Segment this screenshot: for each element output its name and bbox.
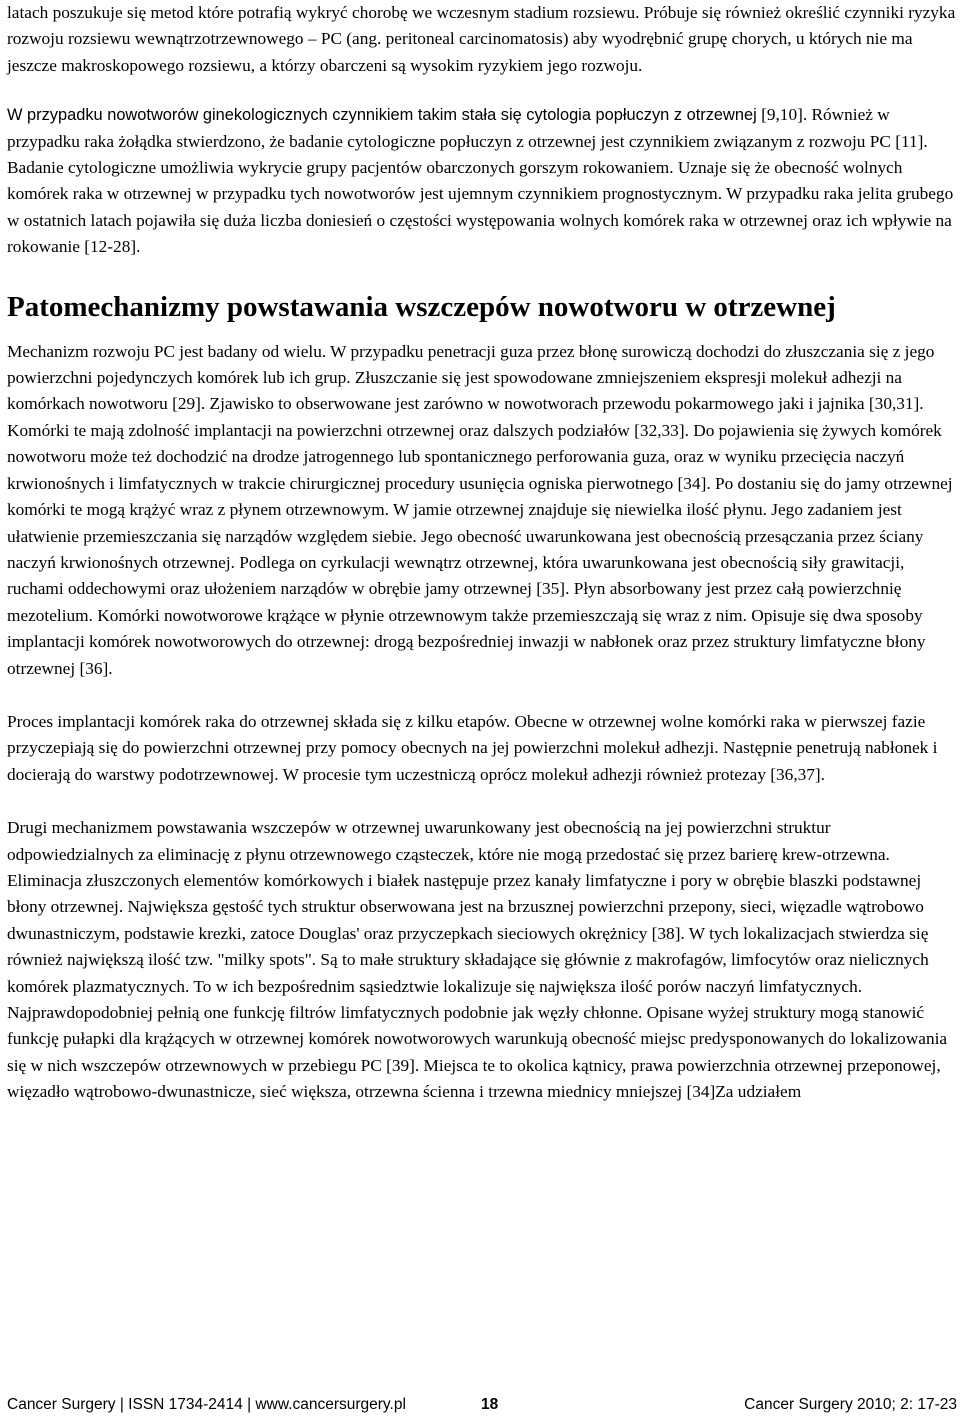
paragraph-cytology (7, 102, 957, 260)
section-heading: Patomechanizmy powstawania wszczepów nowotworu w otrzewnej (7, 290, 836, 323)
paragraph-mechanism: Mechanizm rozwoju PC jest badany od wielu. W przypadku penetracji guza przez błonę surowiczą dochodzi do złuszczania się z jego powierzchni pojedynczych komórek lub ich grup. Złuszczanie się jest spowodowane zmniejszeniem ekspresji molekuł adhezji na komórkach nowotworu [29]. Zjawisko to obserwowane jest zarówno w nowotworach przewodu pokarmowego jaki i jajnika [30,31]. Komórki te mają zdolność implantacji na powierzchni otrzewnej oraz dalszych podziałów [32,33]. Do pojawienia się żywych komórek nowotworu może też dochodzić na drodze jatrogennego lub spontanicznego perforowania guza, oraz w wyniku przecięcia naczyń krwionośnych i limfatycznych w trakcie chirurgicznej procedury usunięcia ogniska pierwotnego [34]. Po dostaniu się do jamy otrzewnej komórki te mogą krążyć wraz z płynem otrzewnowym. W jamie otrzewnej znajduje się niewielka ilość płynu. Jego zadaniem jest ułatwienie przemieszczania się narządów względem siebie. Jego obecność uwarunkowana jest obecnością przesączania przez ściany naczyń krwionośnych otrzewnej. Podlega on cyrkulacji wewnątrz otrzewnej, która uwarunkowana jest obecnością siły grawitacji, ruchami oddechowymi oraz ułożeniem narządów w obrębie jamy otrzewnej [35]. Płyn absorbowany jest przez całą powierzchnię mezotelium. Komórki nowotworowe krążące w płynie otrzewnowym także przemieszczają się wraz z nim. Opisuje się dwa sposoby implantacji komórek nowotworowych do otrzewnej: drogą bezpośredniej inwazji w nabłonek oraz przez struktury limfatyczne błony otrzewnej [36]. (7, 341, 953, 678)
paragraph-lymphatic-filters: Najprawdopodobniej pełnią one funkcję filtrów limfatycznych podobnie jak węzły chłonne. Opisane wyżej struktury mogą stanowić funkcję pułapki dla krążących w otrzewnej komórek nowotworowych warunkują obecność miejsc predysponowanych do lokalizowania się w nich wszczepów otrzewnowych w przebiegu PC [39]. Miejsca te to okolica kątnicy, prawa powierzchnia otrzewnej przeponowej, więzadło wątrobowo-dwunastnicze, sieć większa, otrzewna ścienna i trzewna miednicy mniejszej [34]Za udziałem (7, 1003, 948, 1102)
article-body (7, 0, 957, 1106)
paragraph-cytology-body: [9,10]. Również w przypadku raka żołądka stwierdzono, że badanie cytologiczne popłuczyn z otrzewnej jest czynnikiem związanym z rozwoju PC [11]. Badanie cytologiczne umożliwia wykrycie grupy pacjentów obarczonych gorszym rokowaniem. Uznaje się że obecność wolnych komórek raka w otrzewnej w przypadku tych nowotworów jest ujemnym czynnikiem prognostycznym. W przypadku raka jelita grubego w ostatnich latach pojawiła się duża liczba doniesień o częstości występowania wolnych komórek raka w otrzewnej oraz ich wpływie na rokowanie [12-28]. (7, 105, 954, 257)
page-footer (7, 1393, 957, 1417)
paragraph-implantation: Proces implantacji komórek raka do otrzewnej składa się z kilku etapów. Obecne w otrzewnej wolne komórki raka w pierwszej fazie przyczepiają się do powierzchni otrzewnej przy pomocy obecnych na jej powierzchni molekuł adhezji. Następnie penetrują nabłonek i docierają do warstwy podotrzewnowej. W procesie tym uczestniczą oprócz molekuł adhezji również protezay [36,37]. (7, 711, 938, 784)
footer-citation: Cancer Surgery 2010; 2: 17-23 (744, 1396, 957, 1413)
footer-journal-info: Cancer Surgery | ISSN 1734-2414 | www.cancersurgery.pl (7, 1396, 406, 1413)
footer-page-number: 18 (481, 1396, 499, 1413)
paragraph-second-mechanism: Drugi mechanizmem powstawania wszczepów w otrzewnej uwarunkowany jest obecnością na jej powierzchni struktur odpowiedzialnych za eliminację z płynu otrzewnowego cząsteczek, które nie mogą przedostać się przez barierę krew-otrzewna. Eliminacja złuszczonych elementów komórkowych i białek następuje przez kanały limfatyczne i pory w obrębie blaszki podstawnej błony otrzewnej. Największa gęstość tych struktur obserwowana jest na brzusznej powierzchni przepony, sieci, więzadle wątrobowo dwunastniczym, podstawie krezki, zatoce Douglas' oraz przyczepkach sieciowych okrężnicy [38]. W tych lokalizacjach stwierdza się również największą ilość tzw. "milky spots". Są to małe struktury składające się głównie z makrofagów, limfocytów oraz nielicznych komórek plazmatycznych. To w ich bezpośrednim sąsiedztwie lokalizuje się największa ilość porów naczyń limfatycznych. (7, 818, 929, 996)
paragraph-cytology-lead: W przypadku nowotworów ginekologicznych czynnikiem takim stała się cytologia popłuczyn z otrzewnej (7, 106, 757, 125)
paragraph-intro: latach poszukuje się metod które potrafią wykryć chorobę we wczesnym stadium rozsiewu. Próbuje się również określić czynniki ryzyka rozwoju rozsiewu wewnątrzotrzewnowego – PC (ang. peritoneal carcinomatosis) aby wyodrębnić grupę chorych, u których nie ma jeszcze makroskopowego rozsiewu, a którzy obarczeni są wysokim ryzykiem jego rozwoju. (7, 3, 956, 75)
